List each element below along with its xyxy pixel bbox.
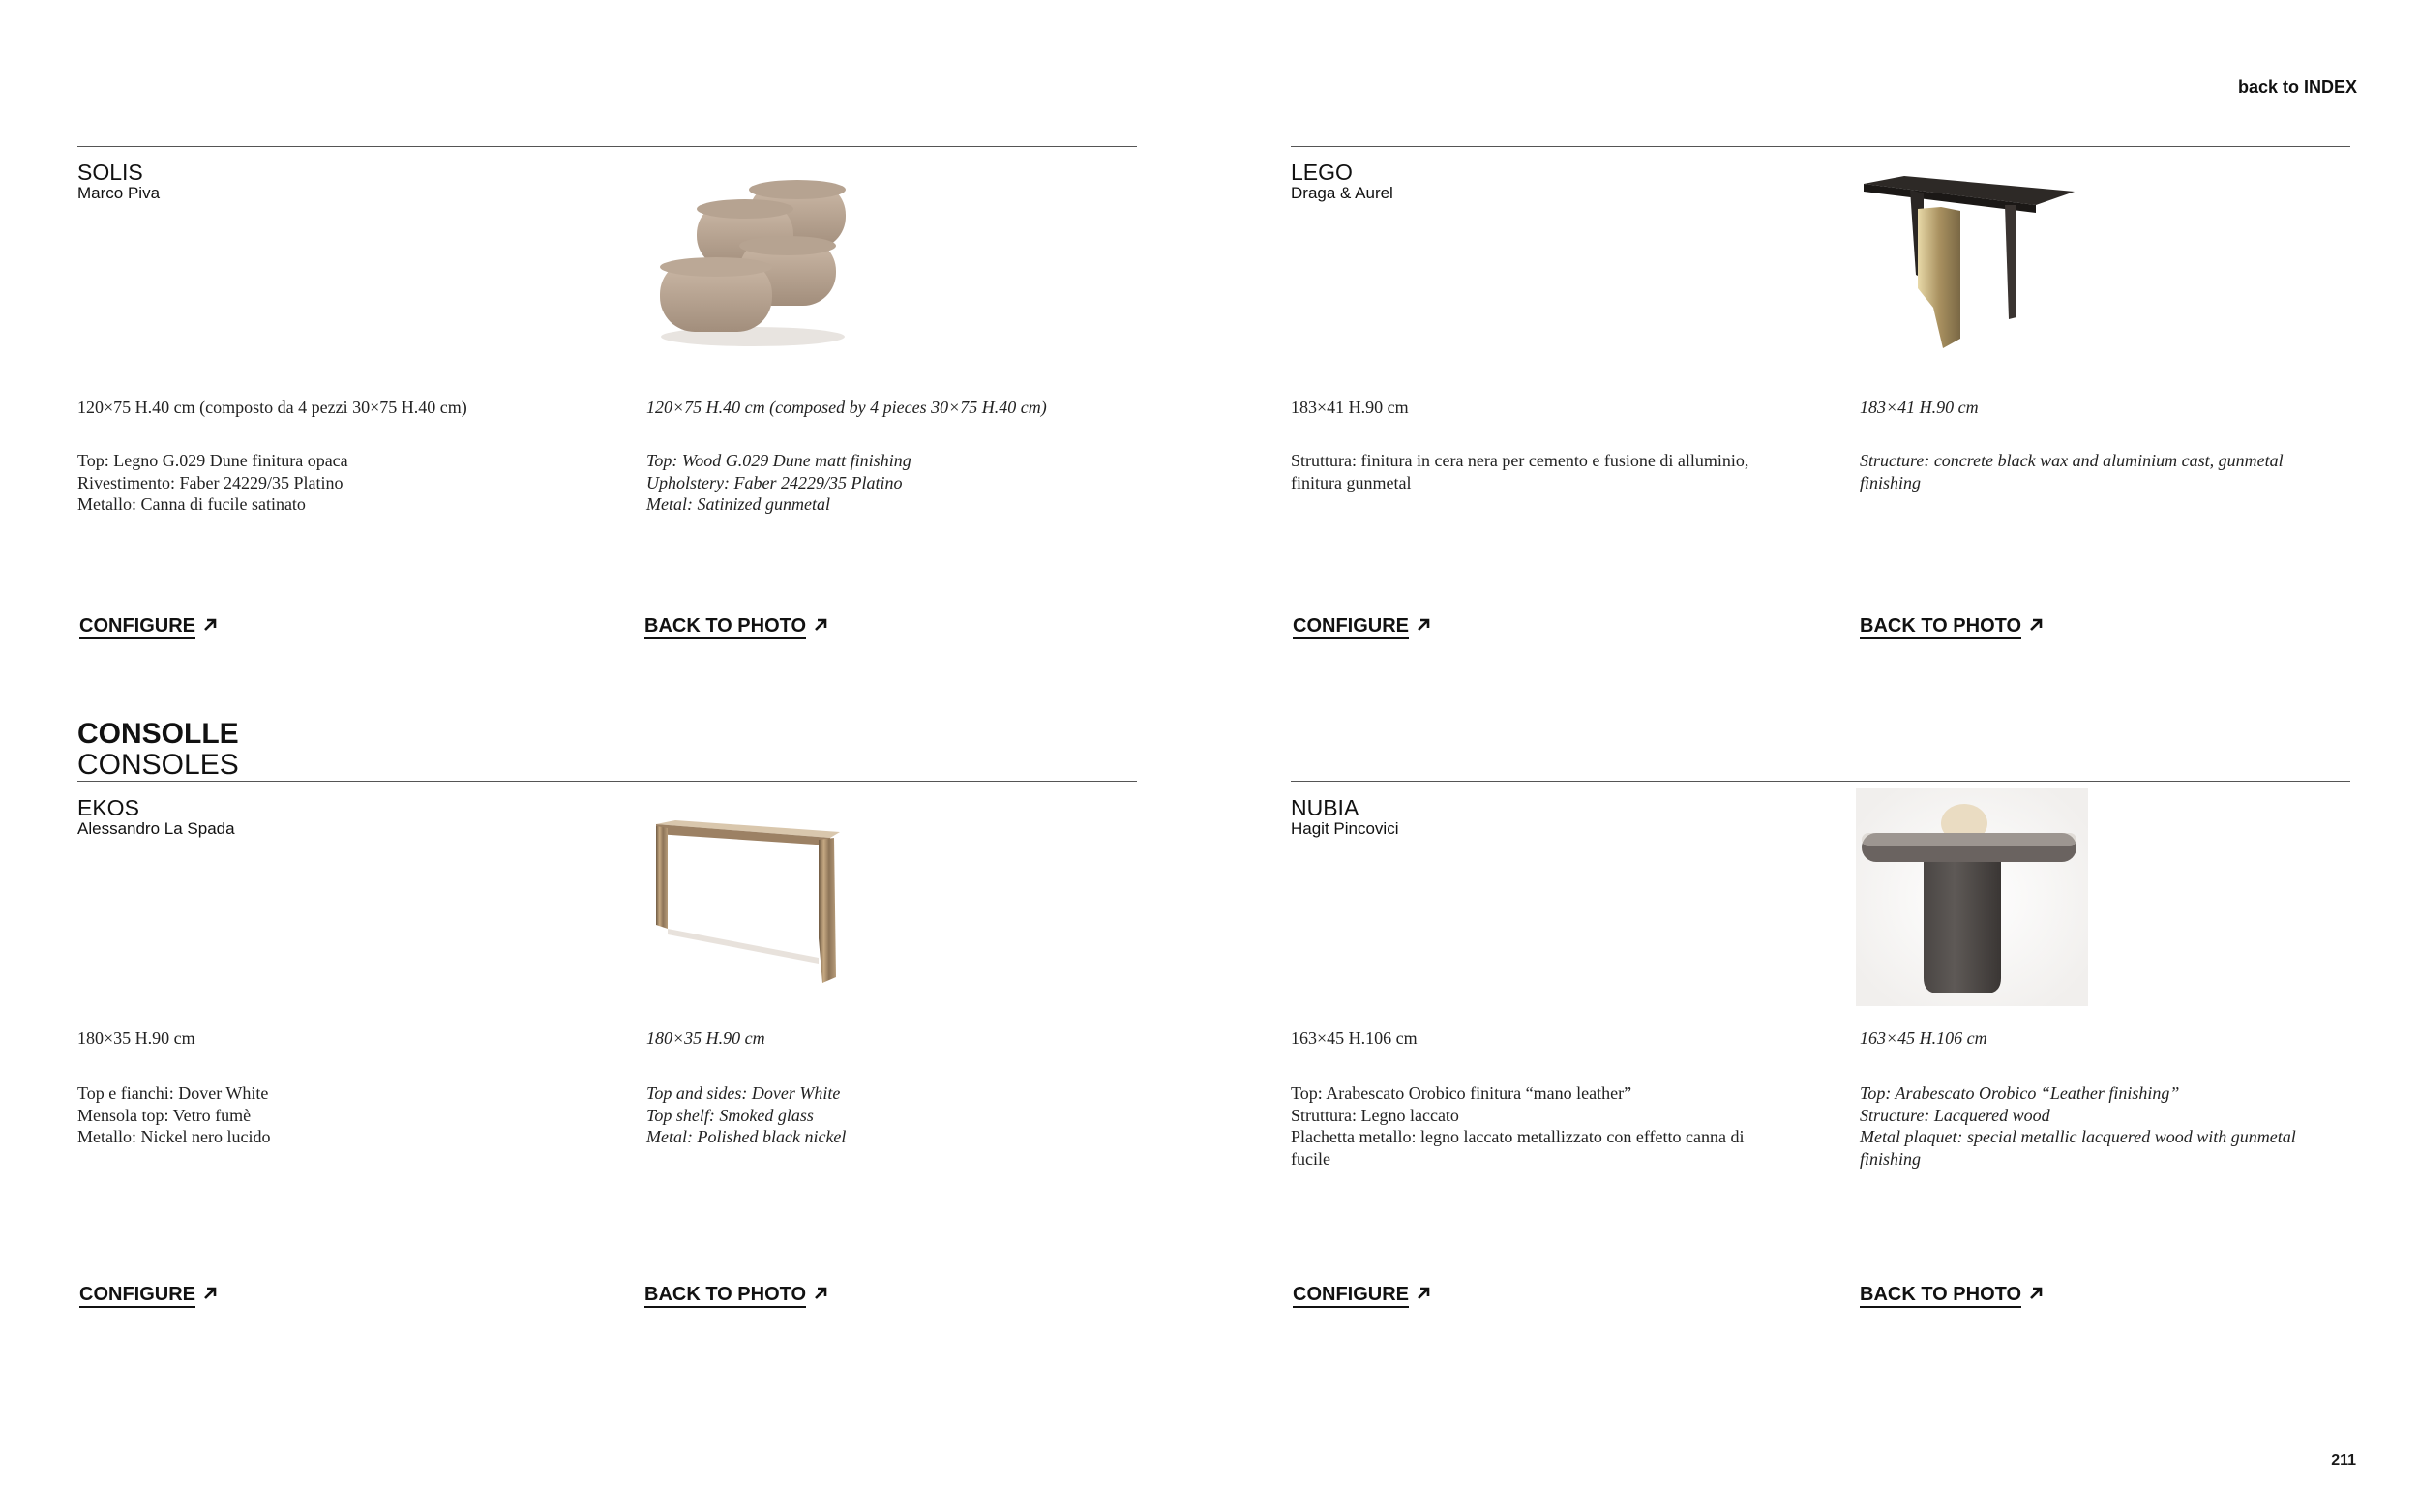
solis-product-image bbox=[646, 172, 859, 356]
dimensions-it: 183×41 H.90 cm bbox=[1291, 398, 1409, 417]
configure-label: CONFIGURE bbox=[79, 615, 195, 639]
materials-en: Structure: concrete black wax and aluminium cast, gunmetal finishing bbox=[1860, 451, 2284, 492]
configure-link[interactable] bbox=[1293, 1284, 1432, 1308]
materials-en: Top and sides: Dover White Top shelf: Smoked glass Metal: Polished black nickel bbox=[646, 1083, 847, 1146]
back-to-photo-link[interactable] bbox=[1860, 1284, 2045, 1308]
dimensions-it: 120×75 H.40 cm (composto da 4 pezzi 30×75 H.40 cm) bbox=[77, 398, 467, 417]
materials-it: Top: Legno G.029 Dune finitura opaca Rivestimento: Faber 24229/35 Platino Metallo: Canna di fucile satinato bbox=[77, 451, 348, 514]
product-designer: Alessandro La Spada bbox=[77, 819, 235, 838]
materials-it: Top e fianchi: Dover White Mensola top: Vetro fumè Metallo: Nickel nero lucido bbox=[77, 1083, 271, 1146]
configure-label: CONFIGURE bbox=[79, 1284, 195, 1308]
product-designer: Draga & Aurel bbox=[1291, 184, 1393, 202]
lego-product-image bbox=[1860, 172, 2082, 356]
back-to-photo-label: BACK TO PHOTO bbox=[644, 1284, 806, 1308]
dimensions-it: 180×35 H.90 cm bbox=[77, 1028, 195, 1048]
arrow-up-right-icon bbox=[201, 616, 219, 634]
arrow-up-right-icon bbox=[2027, 1285, 2045, 1302]
product-designer: Hagit Pincovici bbox=[1291, 819, 1399, 838]
section-title bbox=[77, 719, 239, 781]
page-number: 211 bbox=[2331, 1452, 2356, 1468]
configure-link[interactable] bbox=[1293, 615, 1432, 639]
materials-en: Top: Arabescato Orobico “Leather finishing” Structure: Lacquered wood Metal plaquet: special metallic lacquered wood with gunmetal finishing bbox=[1860, 1083, 2296, 1169]
dimensions-en: 180×35 H.90 cm bbox=[646, 1028, 765, 1048]
divider bbox=[77, 781, 1137, 782]
divider bbox=[1291, 146, 2350, 147]
materials-en: Top: Wood G.029 Dune matt finishing Upholstery: Faber 24229/35 Platino Metal: Satinized gunmetal bbox=[646, 451, 911, 514]
dimensions-en: 183×41 H.90 cm bbox=[1860, 398, 1979, 417]
back-to-photo-link[interactable] bbox=[1860, 615, 2045, 639]
back-to-photo-label: BACK TO PHOTO bbox=[1860, 615, 2021, 639]
product-designer: Marco Piva bbox=[77, 184, 161, 202]
arrow-up-right-icon bbox=[1415, 616, 1432, 634]
ekos-product-image bbox=[646, 813, 850, 987]
materials-it: Struttura: finitura in cera nera per cemento e fusione di alluminio, finitura gunmetal bbox=[1291, 451, 1749, 492]
configure-link[interactable] bbox=[79, 615, 219, 639]
back-to-photo-label: BACK TO PHOTO bbox=[644, 615, 806, 639]
product-name: NUBIA bbox=[1291, 795, 1359, 820]
section-title-it: CONSOLLE bbox=[77, 718, 239, 750]
configure-label: CONFIGURE bbox=[1293, 1284, 1409, 1308]
arrow-up-right-icon bbox=[812, 1285, 829, 1302]
product-name: LEGO bbox=[1291, 160, 1353, 185]
arrow-up-right-icon bbox=[1415, 1285, 1432, 1302]
back-to-index-link[interactable]: back to INDEX bbox=[2237, 77, 2357, 97]
materials-it: Top: Arabescato Orobico finitura “mano leather” Struttura: Legno laccato Plachetta metallo: legno laccato metallizzato con effetto canna di fucile bbox=[1291, 1083, 1745, 1169]
nubia-product-image bbox=[1856, 788, 2088, 1006]
arrow-up-right-icon bbox=[201, 1285, 219, 1302]
back-to-photo-label: BACK TO PHOTO bbox=[1860, 1284, 2021, 1308]
back-to-photo-link[interactable] bbox=[644, 1284, 829, 1308]
configure-link[interactable] bbox=[79, 1284, 219, 1308]
arrow-up-right-icon bbox=[812, 616, 829, 634]
section-title-en: CONSOLES bbox=[77, 749, 239, 781]
divider bbox=[77, 146, 1137, 147]
back-to-photo-link[interactable] bbox=[644, 615, 829, 639]
dimensions-en: 120×75 H.40 cm (composed by 4 pieces 30×75 H.40 cm) bbox=[646, 398, 1047, 417]
dimensions-en: 163×45 H.106 cm bbox=[1860, 1028, 1987, 1048]
divider bbox=[1291, 781, 2350, 782]
product-name: SOLIS bbox=[77, 160, 143, 185]
configure-label: CONFIGURE bbox=[1293, 615, 1409, 639]
product-name: EKOS bbox=[77, 795, 139, 820]
dimensions-it: 163×45 H.106 cm bbox=[1291, 1028, 1418, 1048]
arrow-up-right-icon bbox=[2027, 616, 2045, 634]
